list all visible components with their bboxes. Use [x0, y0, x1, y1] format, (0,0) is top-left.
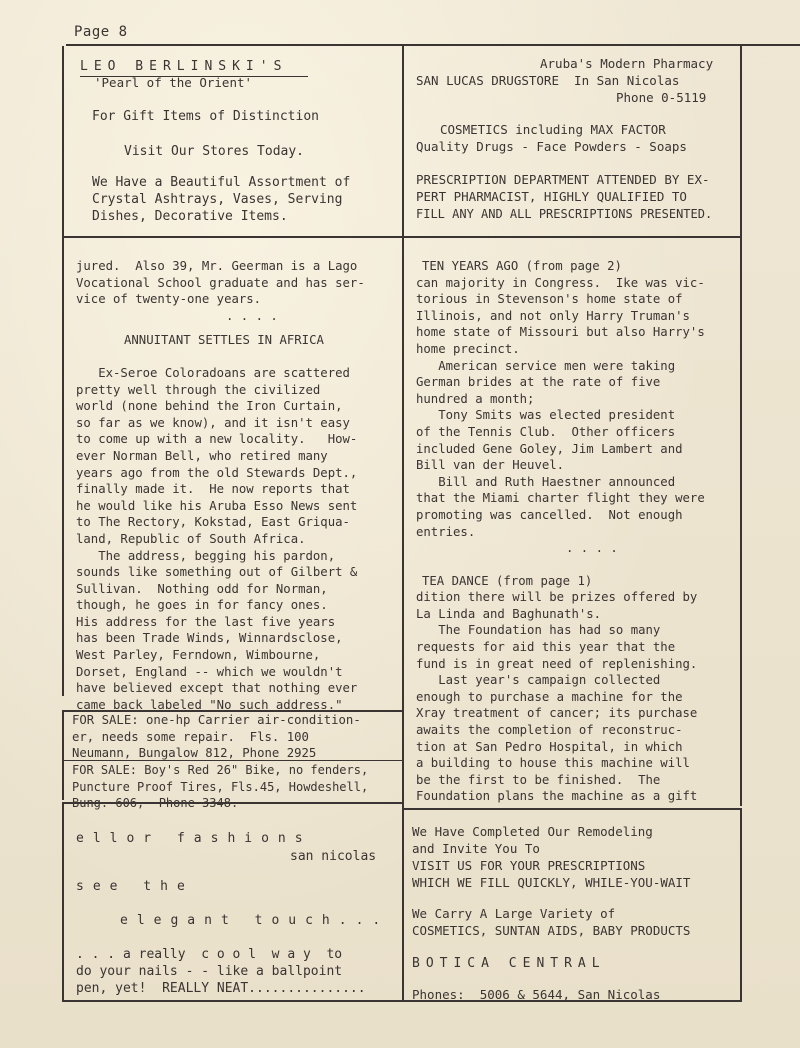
right-para7-8: Foundation plans the machine as a gift: [416, 789, 698, 804]
right-para3-2: of the Tennis Club. Other officers: [416, 424, 676, 439]
pharmacy-prescription-1: PRESCRIPTION DEPARTMENT ATTENDED BY EX-: [416, 172, 710, 187]
left-para1-4: so far as we know), and it isn't easy: [76, 415, 350, 430]
right-para7-7: be the first to be finished. The: [416, 772, 661, 787]
page-number: Page 8: [74, 24, 128, 40]
top-rule: [66, 44, 800, 46]
right-para6-2: requests for aid this year that the: [416, 640, 676, 655]
frame-left-top: [62, 46, 64, 236]
right-para1-3: Illinois, and not only Harry Truman's: [416, 308, 690, 323]
left-para1-1: Ex-Seroe Coloradoans are scattered: [76, 365, 350, 380]
botica-line3: VISIT US FOR YOUR PRESCRIPTIONS: [412, 858, 646, 873]
pharmacy-cosmetics-1: COSMETICS including MAX FACTOR: [440, 122, 666, 137]
pharmacy-header: Aruba's Modern Pharmacy: [540, 56, 714, 71]
left-para2-10: came back labeled "No such address.": [76, 697, 343, 712]
classified-2-line1: FOR SALE: Boy's Red 26" Bike, no fenders,: [72, 763, 369, 777]
right-para6-1: The Foundation has had so many: [416, 623, 661, 638]
right-para2-3: hundred a month;: [416, 391, 535, 406]
right-para3-4: Bill van der Heuvel.: [416, 458, 565, 473]
right-para4-2: that the Miami charter flight they were: [416, 491, 705, 506]
pharmacy-phone: Phone 0-5119: [616, 90, 707, 105]
left-column: [76, 258, 400, 713]
frame-center-top: [402, 46, 404, 236]
left-para1-2: pretty well through the civilized: [76, 382, 321, 397]
frame-rule-lower: [402, 808, 742, 810]
right-para7-3: Xray treatment of cancer; its purchase: [416, 706, 698, 721]
pharmacy-prescription-2: PERT PHARMACIST, HIGHLY QUALIFIED TO: [416, 189, 687, 204]
frame-left-bottom: [62, 802, 64, 1000]
right-para2-2: German brides at the rate of five: [416, 375, 661, 390]
left-para2-2: sounds like something out of Gilbert &: [76, 565, 358, 580]
left-para1-7: years ago from the old Stewards Dept.,: [76, 465, 358, 480]
right-headline2: TEA DANCE (from page 1): [422, 573, 593, 588]
right-para4-1: Bill and Ruth Haestner announced: [416, 474, 676, 489]
left-dots: . . . .: [226, 308, 278, 323]
right-para1-2: torious in Stevenson's home state of: [416, 292, 683, 307]
right-para7-2: enough to purchase a machine for the: [416, 689, 683, 704]
botica-phones: Phones: 5006 & 5644, San Nicolas: [412, 987, 661, 1002]
ellor-line4: do your nails - - like a ballpoint: [76, 964, 343, 979]
left-para1-5: to come up with a new locality. How-: [76, 432, 358, 447]
ellor-line5: pen, yet! REALLY NEAT...............: [76, 981, 366, 996]
classified-1-line1: FOR SALE: one-hp Carrier air-condition-: [72, 713, 361, 727]
right-para4-3: promoting was cancelled. Not enough: [416, 507, 683, 522]
right-para2-1: American service men were taking: [416, 358, 676, 373]
right-para1-1: can majority in Congress. Ike was vic-: [416, 275, 705, 290]
berlinski-body-3: Dishes, Decorative Items.: [92, 209, 288, 224]
left-para1-3: world (none behind the Iron Curtain,: [76, 399, 343, 414]
right-para5-1: dition there will be prizes offered by: [416, 590, 698, 605]
left-para2-7: West Parley, Ferndown, Wimbourne,: [76, 648, 321, 663]
right-para3-1: Tony Smits was elected president: [416, 408, 676, 423]
right-para1-4: home state of Missouri but also Harry's: [416, 325, 705, 340]
berlinski-title: LEO BERLINSKI'S: [80, 59, 288, 74]
left-para1-6: ever Norman Bell, who retired many: [76, 448, 328, 463]
left-para1-10: to The Rectory, Kokstad, East Griqua-: [76, 515, 350, 530]
right-para6-3: fund is in great need of replenishing.: [416, 656, 698, 671]
classified-1-line3: Neumann, Bungalow 812, Phone 2925: [72, 746, 317, 761]
ellor-title: ellor fashions: [76, 831, 312, 846]
frame-left-mid: [62, 236, 64, 696]
classified-2-line2: Puncture Proof Tires, Fls.45, Howdeshell,: [72, 779, 369, 794]
frame-right-top: [740, 46, 742, 236]
right-dots: . . . .: [566, 541, 618, 556]
ellor-line2: elegant touch...: [120, 913, 390, 928]
berlinski-body-1: We Have a Beautiful Assortment of: [92, 175, 351, 190]
berlinski-subtitle: 'Pearl of the Orient': [94, 75, 253, 90]
pharmacy-prescription-3: FILL ANY AND ALL PRESCRIPTIONS PRESENTED.: [416, 207, 713, 221]
right-para7-6: a building to house this machine will: [416, 756, 690, 771]
left-para2-6: has been Trade Winds, Winnardsclose,: [76, 631, 343, 646]
left-para2-9: have believed except that nothing ever: [76, 681, 358, 696]
right-para7-4: awaits the completion of reconstruc-: [416, 723, 683, 738]
frame-center-mid: [402, 236, 404, 1001]
left-para1-8: finally made it. He now reports that: [76, 482, 350, 497]
classified-1: [72, 712, 361, 762]
left-intro-3: vice of twenty-one years.: [76, 292, 262, 307]
left-intro-2: Vocational School graduate and has ser-: [76, 275, 365, 290]
berlinski-body-2: Crystal Ashtrays, Vases, Serving: [92, 192, 343, 207]
right-para7-1: Last year's campaign collected: [416, 673, 661, 688]
pharmacy-cosmetics-2: Quality Drugs - Face Powders - Soaps: [416, 139, 687, 154]
left-para1-9: he would like his Aruba Esso News sent: [76, 498, 358, 513]
botica-line6: COSMETICS, SUNTAN AIDS, BABY PRODUCTS: [412, 923, 691, 938]
botica-name: BOTICA CENTRAL: [412, 956, 606, 971]
pharmacy-line1: SAN LUCAS DRUGSTORE In San Nicolas: [416, 73, 680, 88]
classified-2-line3: Bung. 606, Phone 3348.: [72, 796, 239, 811]
left-intro-1: jured. Also 39, Mr. Geerman is a Lago: [76, 259, 358, 273]
right-para7-5: tion at San Pedro Hospital, in which: [416, 739, 683, 754]
left-para2-3: Sullivan. Nothing odd for Norman,: [76, 581, 328, 596]
botica-line4: WHICH WE FILL QUICKLY, WHILE-YOU-WAIT: [412, 875, 691, 890]
classified-2: [72, 762, 368, 812]
ellor-line3: . . . a really c o o l w a y to: [76, 947, 343, 962]
left-para2-5: His address for the last five years: [76, 614, 336, 629]
left-para2-4: though, he goes in for fancy ones.: [76, 598, 328, 613]
classified-1-line2: er, needs some repair. Fls. 100: [72, 729, 309, 744]
left-para1-11: land, Republic of South Africa.: [76, 531, 306, 546]
right-para3-3: included Gene Goley, Jim Lambert and: [416, 441, 683, 456]
botica-line2: and Invite You To: [412, 841, 540, 856]
frame-right-mid: [740, 236, 742, 806]
frame-right-bottom: [740, 808, 742, 1000]
left-headline: ANNUITANT SETTLES IN AFRICA: [124, 333, 324, 348]
right-para4-4: entries.: [416, 524, 476, 539]
ellor-line1: see the: [76, 879, 194, 894]
right-headline1: TEN YEARS AGO (from page 2): [422, 259, 622, 273]
right-para1-5: home precinct.: [416, 341, 520, 356]
right-para5-2: La Linda and Baghunath's.: [416, 606, 602, 621]
botica-phones-rule: [466, 1000, 686, 1001]
left-para2-1: The address, begging his pardon,: [76, 548, 336, 563]
berlinski-line1: For Gift Items of Distinction: [92, 109, 319, 124]
ellor-location: san nicolas: [290, 849, 377, 864]
berlinski-line2: Visit Our Stores Today.: [124, 144, 305, 159]
botica-line1: We Have Completed Our Remodeling: [412, 824, 653, 839]
botica-line5: We Carry A Large Variety of: [412, 906, 616, 921]
left-para2-8: Dorset, England -- which we wouldn't: [76, 664, 343, 679]
right-column: [416, 258, 738, 805]
classified-left: [62, 710, 64, 800]
